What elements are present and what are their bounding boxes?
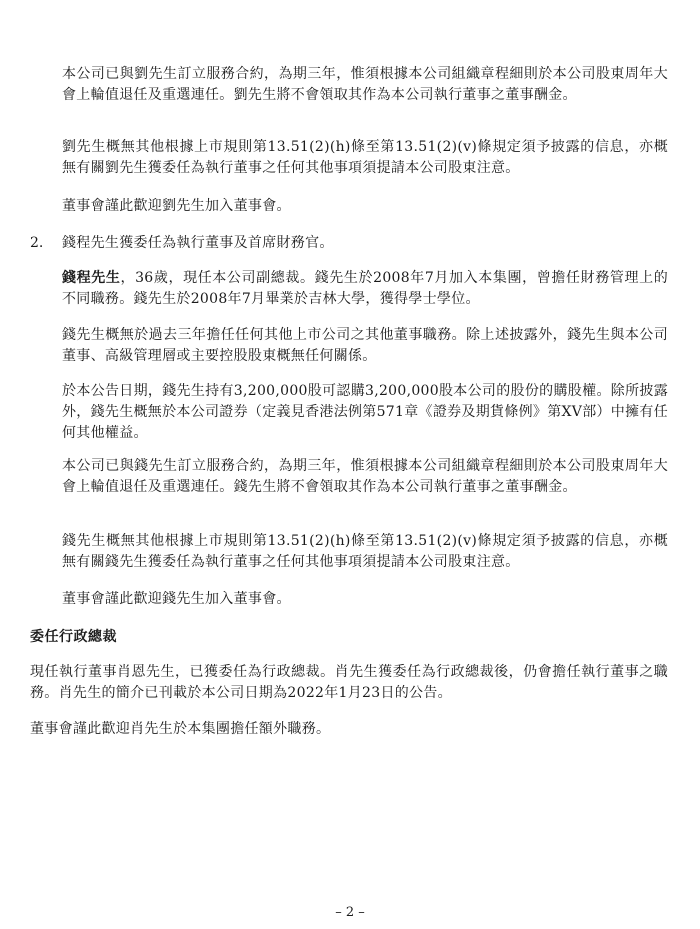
section-heading-ceo-appointment: 委任行政總裁 (30, 629, 117, 645)
paragraph-liu-disclosure: 劉先生概無其他根據上市規則第13.51(2)(h)條至第13.51(2)(v)條規定須予披露的信息，亦概無有關劉先生獲委任為執行董事之任何其他事項須提請本公司股東注意。 (62, 139, 668, 176)
list-item-title-qian-appointment: 錢程先生獲委任為執行董事及首席財務官。 (62, 235, 334, 251)
qian-bio-text: ，36歲，現任本公司副總裁。錢先生於2008年7月加入本集團，曾擔任財務管理上的不同職務。錢先生於2008年7月畢業於吉林大學，獲得學士學位。 (62, 270, 668, 307)
paragraph-qian-interests: 於本公告日期，錢先生持有3,200,000股可認購3,200,000股本公司的股份的購股權。除所披露外，錢先生概無於本公司證券（定義見香港法例第571章《證券及期貨條例》第XV部）中擁有任何其他權益。 (62, 383, 668, 441)
paragraph-liu-welcome: 董事會謹此歡迎劉先生加入董事會。 (62, 198, 291, 214)
paragraph-qian-bio (62, 268, 668, 310)
paragraph-qian-welcome: 董事會謹此歡迎錢先生加入董事會。 (62, 591, 291, 607)
paragraph-qian-service-contract: 本公司已與錢先生訂立服務合約，為期三年，惟須根據本公司組織章程細則於本公司股東周年大會上輪值退任及重選連任。錢先生將不會領取其作為本公司執行董事之董事酬金。 (62, 458, 668, 495)
qian-name: 錢程先生 (62, 270, 121, 286)
paragraph-xiao-welcome: 董事會謹此歡迎肖先生於本集團擔任額外職務。 (30, 721, 331, 737)
paragraph-qian-disclosure: 錢先生概無其他根據上市規則第13.51(2)(h)條至第13.51(2)(v)條規定須予披露的信息，亦概無有關錢先生獲委任為執行董事之任何其他事項須提請本公司股東注意。 (62, 533, 668, 570)
paragraph-liu-service-contract: 本公司已與劉先生訂立服務合約，為期三年，惟須根據本公司組織章程細則於本公司股東周年大會上輪值退任及重選連任。劉先生將不會領取其作為本公司執行董事之董事酬金。 (62, 66, 668, 103)
list-item-number: 2. (30, 235, 44, 251)
page-number: – 2 – (335, 905, 365, 920)
paragraph-xiao-appointment: 現任執行董事肖恩先生，已獲委任為行政總裁。肖先生獲委任為行政總裁後，仍會擔任執行董事之職務。肖先生的簡介已刊載於本公司日期為2022年1月23日的公告。 (30, 664, 668, 701)
paragraph-qian-directorships: 錢先生概無於過去三年擔任任何其他上市公司之其他董事職務。除上述披露外，錢先生與本公司董事、高級管理層或主要控股股東概無任何關係。 (62, 327, 668, 364)
